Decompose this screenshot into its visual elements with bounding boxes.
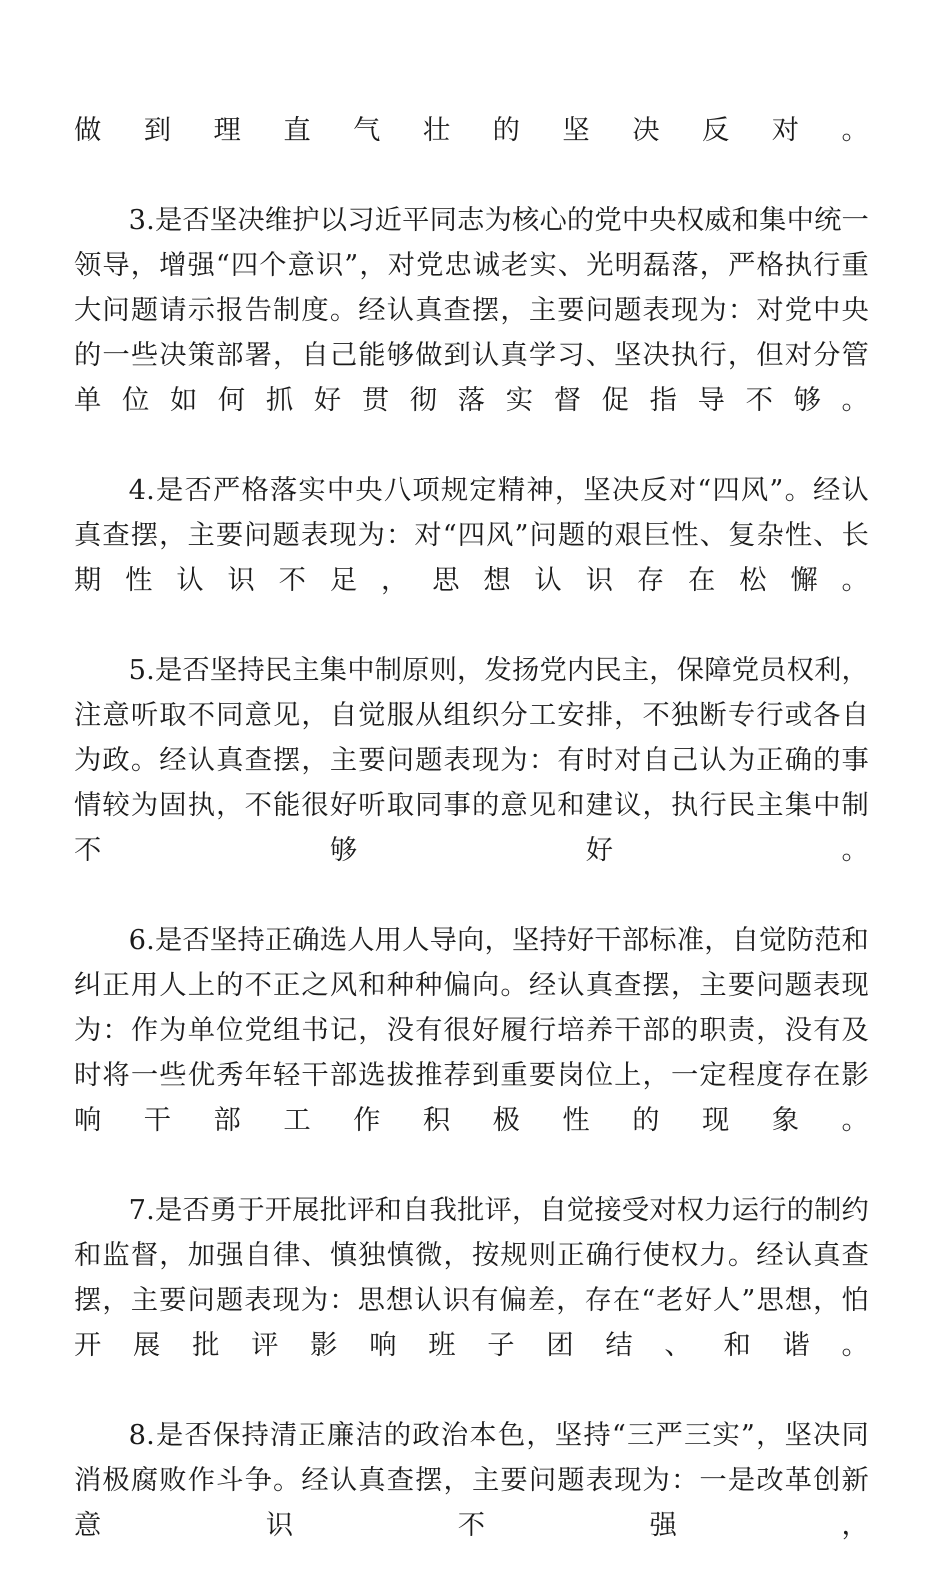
document-body	[74, 108, 869, 1593]
paragraph-item-8: 8.是否保持清正廉洁的政治本色，坚持“三严三实”，坚决同消极腐败作斗争。经认真查摆，主要问题表现为：一是改革创新意识不强，	[74, 1420, 869, 1541]
paragraph-item-4: 4.是否严格落实中央八项规定精神，坚决反对“四风”。经认真查摆，主要问题表现为：对“四风”问题的艰巨性、复杂性、长期性认识不足，思想认识存在松懈。	[74, 475, 869, 596]
paragraph-item-3: 3.是否坚决维护以习近平同志为核心的党中央权威和集中统一领导，增强“四个意识”，对党忠诚老实、光明磊落，严格执行重大问题请示报告制度。经认真查摆，主要问题表现为：对党中央的一些决策部署，自己能够做到认真学习、坚决执行，但对分管单位如何抓好贯彻落实督促指导不够。	[74, 205, 869, 416]
paragraph-item-7: 7.是否勇于开展批评和自我批评，自觉接受对权力运行的制约和监督，加强自律、慎独慎微，按规则正确行使权力。经认真查摆，主要问题表现为：思想认识有偏差，存在“老好人”思想，怕开展批评影响班子团结、和谐。	[74, 1195, 869, 1361]
paragraph-continuation: 做到理直气壮的坚决反对。	[74, 115, 869, 146]
paragraph-item-5: 5.是否坚持民主集中制原则，发扬党内民主，保障党员权利，注意听取不同意见，自觉服从组织分工安排，不独断专行或各自为政。经认真查摆，主要问题表现为：有时对自己认为正确的事情较为固执，不能很好听取同事的意见和建议，执行民主集中制不够好。	[74, 655, 869, 866]
paragraph-item-6: 6.是否坚持正确选人用人导向，坚持好干部标准，自觉防范和纠正用人上的不正之风和种种偏向。经认真查摆，主要问题表现为：作为单位党组书记，没有很好履行培养干部的职责，没有及时将一些优秀年轻干部选拔推荐到重要岗位上，一定程度存在影响干部工作积极性的现象。	[74, 925, 869, 1136]
